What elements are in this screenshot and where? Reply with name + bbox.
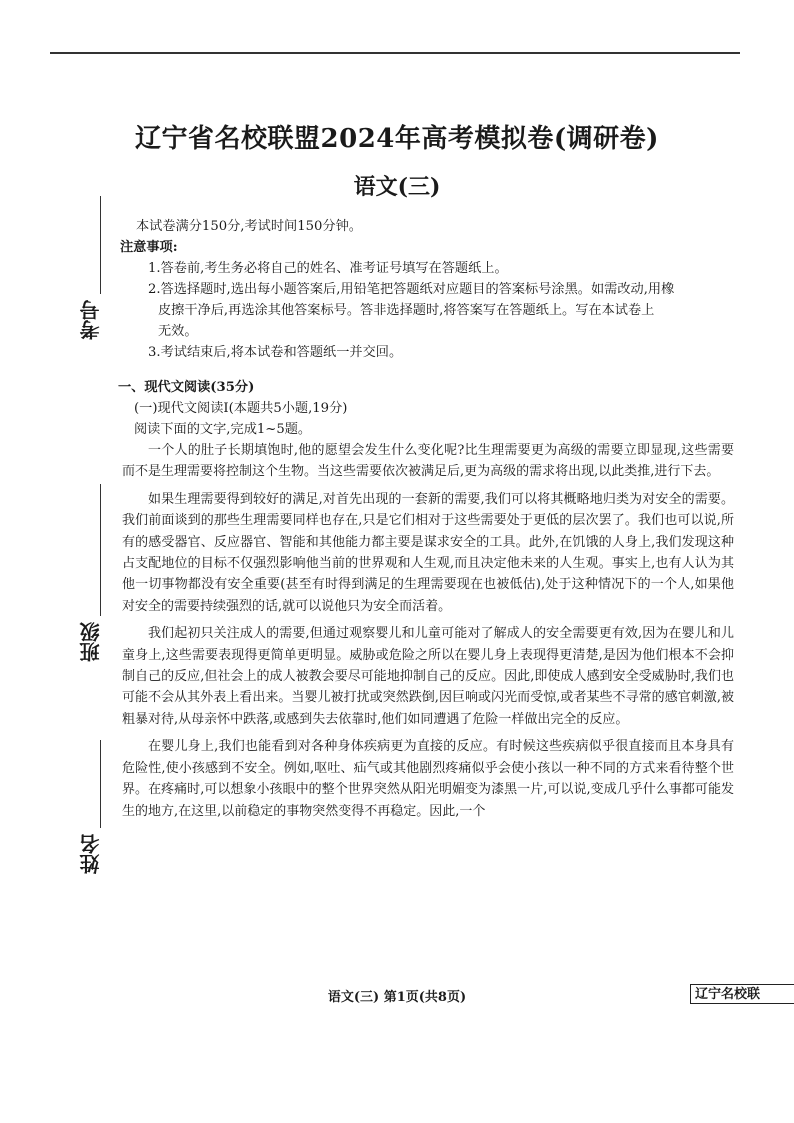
footer-brand-box: 辽宁名校联 <box>690 984 794 1004</box>
passage-paragraph: 一个人的肚子长期填饱时,他的愿望会发生什么变化呢?比生理需要更为高级的需要立即显现,这些需要而不是生理需要将控制这个生物。当这些需要依次被满足后,更为高级的需求将出现,以此类推,进行下去。 <box>122 443 734 480</box>
page-subtitle: 语文(三) <box>353 174 441 200</box>
notice-heading: 注意事项: <box>120 240 178 255</box>
reading-prompt: 阅读下面的文字,完成1~5题。 <box>134 422 312 437</box>
exam-content <box>118 216 734 822</box>
passage-paragraph: 在婴儿身上,我们也能看到对各种身体疾病更为直接的反应。有时候这些疾病似乎很直接而且本身具有危险性,使小孩感到不安全。例如,呕吐、疝气或其他剧烈疼痛似乎会使小孩以一种不同的方式来看待整个世界。在疼痛时,可以想象小孩眼中的整个世界突然从阳光明媚变为漆黑一片,可以说,变成几乎什么事都可能发生的地方,在这里,以前稳定的事物突然变得不再稳定。因此,一个 <box>122 739 734 819</box>
notice-item-continued: 无效。 <box>158 324 198 339</box>
exam-number-label: 考号 <box>79 300 103 340</box>
exam-intro: 本试卷满分150分,考试时间150分钟。 <box>136 219 362 234</box>
class-field[interactable] <box>78 484 112 664</box>
page-footer: 语文(三) 第1页(共8页) <box>327 990 467 1005</box>
exam-number-field[interactable] <box>78 196 112 342</box>
passage-paragraph: 如果生理需要得到较好的满足,对首先出现的一套新的需要,我们可以将其概略地归类为对安全的需要。我们前面谈到的那些生理需要同样也存在,只是它们相对于这些需要处于更低的层次罢了。我们也可以说,所有的感受器官、反应器官、智能和其他能力都主要是谋求安全的工具。此外,在饥饿的人身上,我们发现这种占支配地位的目标不仅强烈影响他当前的世界观和人生观,而且决定他未来的人生观。事实上,也有人认为其他一切事物都没有安全重要(甚至有时得到满足的生理需要现在也被低估),处于这种情况下的一个人,如果他对安全的需要持续强烈的话,就可以说他只为安全而活着。 <box>122 491 734 614</box>
notice-item: 1.答卷前,考生务必将自己的姓名、准考证号填写在答题纸上。 <box>148 261 508 276</box>
subsection-heading: (一)现代文阅读Ⅰ(本题共5小题,19分) <box>134 401 348 416</box>
page-title: 辽宁省名校联盟2024年高考模拟卷(调研卷) <box>135 124 659 154</box>
name-field[interactable] <box>78 740 112 900</box>
top-rule <box>50 52 740 54</box>
notice-item: 2.答选择题时,选出每小题答案后,用铅笔把答题纸对应题目的答案标号涂黑。如需改动,用橡 <box>148 282 675 297</box>
name-label: 姓名 <box>79 834 103 874</box>
class-label: 班级 <box>79 622 103 662</box>
notice-item: 3.考试结束后,将本试卷和答题纸一并交回。 <box>148 345 403 360</box>
notice-item-continued: 皮擦干净后,再选涂其他答案标号。答非选择题时,将答案写在答题纸上。写在本试卷上 <box>158 303 655 318</box>
section-heading: 一、现代文阅读(35分) <box>118 380 255 395</box>
passage-paragraph: 我们起初只关注成人的需要,但通过观察婴儿和儿童可能对了解成人的安全需要更有效,因为在婴儿和儿童身上,这些需要表现得更简单更明显。威胁或危险之所以在婴儿身上表现得更清楚,是因为他们根本不会抑制自己的反应,但社会上的成人被教会要尽可能地抑制自己的反应。因此,即使成人感到安全受威胁时,我们也可能不会从其外表上看出来。当婴儿被打扰或突然跌倒,因巨响或闪光而受惊,或者某些不寻常的感官刺激,被粗暴对待,从母亲怀中跌落,或感到失去依靠时,他们如同遭遇了危险一样做出完全的反应。 <box>122 626 734 727</box>
